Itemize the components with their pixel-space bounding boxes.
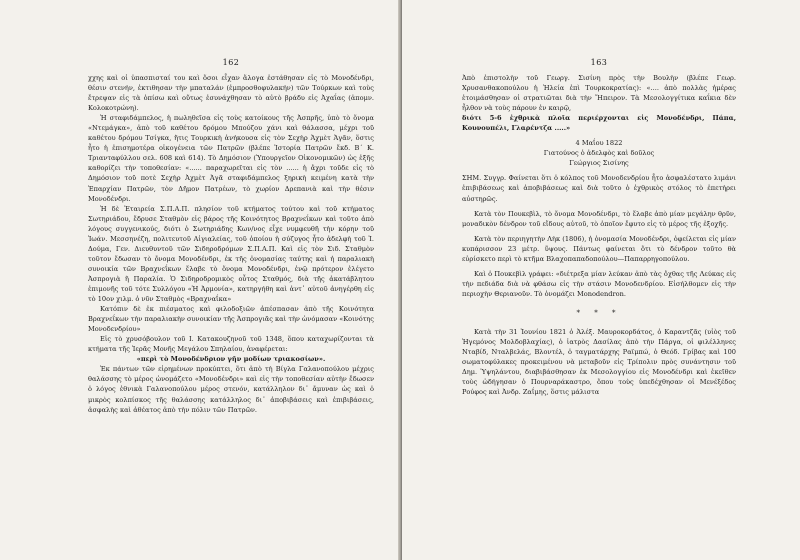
author-note: ΣΗΜ. Συγγρ. Φαίνεται ὅτι ὁ κόλπος τοῦ Μονοδενδρίου ἦτο ἀσφαλέστατο λιμάνι ἐπιβιβάσεως καὶ ἀποβιβάσεως καὶ διὰ τοῦτο ὁ ἐχθρικὸς στόλος τὸ ἐπετήρει αὐστηρῶς. — [462, 174, 736, 203]
paragraph: Ἡ δὲ Ἑταιρεία Σ.Π.Α.Π. πλησίον τοῦ κτήματος τούτου καὶ τοῦ κτήματος Σωτηριάδου, ἔδρυσε Σταθμὸν εἰς βάρος τῆς Κοινότητος Βραχνεΐκων καὶ τοῦτο ἀπὸ λόγους συγγενικούς, διότι ὁ Σωτηριάδης Κων/νος εἶχε νυμφευθῆ τὴν κόρην τοῦ Ἰωάν. Μεσσηνέζη, πολιτευτοῦ Αἰγιαλείας, τοῦ ὁποίου ἡ σύζυγος ἦτο ἀδελφὴ τοῦ Ἰ. Δούμα, Γεν. Διευθυντοῦ τῶν Σιδηροδρόμων Σ.Π.Α.Π. Καὶ εἰς τὸν Σιδ. Σταθμὸν τοῦτον ἔδωσαν τὸ ὄνομα Μονοδένδρι, ἐκ τῆς ὀνομασίας ταύτης καὶ ἡ παραλιακὴ συνοικία τῶν Βραχνεΐκων ἔλαβε τὸ ὄνομα Μονοδένδρι, ἐνῷ πρότερον ἐλέγετο Ἀσπρογιὰ ἢ Παραλία. Ὁ Σιδηροδρομικὸς οὗτος Σταθμός, διὰ τῆς ἀκατάβλητου ἐπιμονῆς τοῦ τότε Συλλόγου «Ἡ Ἀρμονία», κατηργήθη καὶ ἀντ᾽ αὐτοῦ ἀνηγέρθη εἰς τὸ 10ον χιλμ. ὁ νῦν Σταθμὸς «Βραχναΐκα» — [88, 204, 374, 304]
paragraph: Ἐκ πάντων τῶν εἰρημένων προκύπτει, ὅτι ἀπὸ τὴ Βίγλα Γαλανοπούλου μέχρις θαλάσσης τὸ μέρος ὠνομάζετο «Μονοδένδρι» καὶ εἰς τὴν τοποθεσίαν αὐτὴν ἔδωσεν ὁ λόγος ἐθνικὰ Γαλανοπούλου μέρος στενόν, κατάλληλον δι᾽ ἄμυναν ὡς καὶ ὁ μικρὸς κολπίσκος τῆς θαλάσσης κατάλληλος δι᾽ ἀποβιβάσεις καὶ ἐπιβιβάσεις, ἀσφαλὴς καὶ ἀθέατος ἀπὸ τὴν πόλιν τῶν Πατρῶν. — [88, 365, 374, 414]
paragraph: Κατὰ τὸν περιηγητὴν Λὴκ (1806), ἡ ὀνομασία Μονοδένδρι, ὀφείλεται εἰς μίαν κυπάρισσον 23 μέτρ. ὕψους. Πάντως φαίνεται ὅτι τὸ δένδρον τοῦτο θὰ εὑρίσκετο περὶ τὸ κτῆμα Βλαχοπαπαδοπούλου—Παπαρρηγοπούλου. — [462, 234, 736, 263]
paragraph: Κατὰ τὸν Πουκεβὶλ, τὸ ὄνομα Μονοδένδρι, τὸ ἔλαβε ἀπὸ μίαν μεγάλην θρῦν, μοναδικὸν δένδρον τοῦ εἴδους αὐτοῦ, τὸ ὁποῖον ἔφυτο εἰς τὸ μέρος τῆς ἐξοχῆς. — [462, 209, 736, 228]
paragraph: Εἰς τὸ χρυσόβουλον τοῦ Ι. Κατακουζηνοῦ τοῦ 1348, ὅπου καταχωρίζονται τὰ κτήματα τῆς Ἱερᾶς Μονῆς Μεγάλου Σπηλαίου, ἀναφέρεται: — [88, 335, 374, 354]
paragraph: Καὶ ὁ Πουκεβὶλ γράφει: «διέτρεξα μίαν λεύκαν ἀπὸ τὰς ὄχθας τῆς Λεύκας εἰς τὴν πεδιάδα διὰ νὰ φθάσω εἰς τὴν στάσιν Μονοδενδρίου. Εἰσήλθομεν εἰς τὴν περιοχὴν Θεριανοῦν. Τὸ ὀνομάζει Monodendron. — [462, 269, 736, 298]
letter-date: 4 Μαΐου 1822 — [575, 139, 623, 148]
paragraph: χχης καὶ οἱ ὑπασπισταί του καὶ ὅσοι εἶχαν ἄλογα ἐστάθησαν εἰς τὸ Μονοδένδρι, θέσιν στενήν, ἐκτιθησαν τὴν μπαταλάν (ἐμπροσθοφυλακήν) τῶν Τούρκων καὶ τοὺς ἔτρεψαν εἰς τὰ ὀπίσω καὶ οὕτως ἐσυνάχθησαν τὸ αὐτὸ βράδυ εἰς Ἀχαΐας (ἀπομν. Κολοκοτρώνη). — [88, 74, 374, 113]
page-number: 163 — [590, 58, 608, 67]
bold-quote: διότι 5-6 ἐχθρικὰ πλοῖα περιέρχονται εἰς Μονοδένδρι, Πάπα, Κουνουπέλι, Γλαρέντζα .....» — [462, 114, 736, 133]
paragraph: Κατόπιν δὲ ἐκ πιέσματος καὶ φιλοδοξιῶν ἀπέσπασαν ἀπὸ τῆς Κοινότητα Βραχνεΐκων τὴν παραλιακὴν συνοικίαν τῆς Ἀσπρογιᾶς καὶ τὴν ὠνόμασαν «Κοινότης Μονοδενδρίου» — [88, 305, 374, 334]
bold-quote: «περὶ τὸ Μονοδένδριον γῆν μοδίων τριακοσίων». — [136, 355, 326, 364]
paragraph: Ἡ σταφιδάμπελος, ἡ πωληθεῖσα εἰς τοὺς κατοίκους τῆς Ἀσπρῆς, ὑπὸ τὸ ὄνομα «Ντεμάγκα», ἀπὸ τοῦ καθέτου δρόμου Μπούζου χάνι καὶ θάλασσα, μέχρι τοῦ καθέτου δρόμου Τσίγκα, ἥτις Τουρκικὴ ἀνήκουσα εἰς τὸν Σεχὴρ Ἀχμὲτ Ἀγᾶν, ὅστις ἦτο ἡ ἐπισημοτέρα οἰκογένεια τῶν Πατρῶν (βλέπε Ἱστορία Πατρῶν ἔκδ. Β´ Κ. Τριανταφύλλου σελ. 608 καὶ 614). Τὸ Δημόσιον (Ὑπουργεῖον Οἰκονομικῶν) ὡς ἑξῆς καθορίζει τὴν τοποθεσίαν: «...... παραχωρεῖται εἰς τὸν ...... ἡ ἄχρι τοῦδε εἰς τὸ Δημόσιον τοῦ ποτὲ Σεχὴρ Ἀχμὲτ Ἀγᾶ σταφιδάμπελος ξηρικὴ κειμένη κατὰ τὴν Ἐπαρχίαν Πατρῶν, τὸν Δῆμον Πατρέων, τὸ χωρίον Δρεπανιὰ καὶ τὴν θέσιν Μονοδένδρι. — [88, 114, 374, 203]
letter-closing: Γιατούνος ὁ ἀδελφὸς καὶ δοῦλος — [543, 149, 655, 158]
letter-signature: Γεώργιος Σισίνης — [569, 159, 629, 168]
right-page — [402, 0, 800, 560]
page-number: 162 — [222, 58, 240, 67]
paragraph: Ἀπὸ ἐπιστολὴν τοῦ Γεωργ. Σισίνη πρὸς τὴν Βουλὴν (βλέπε Γεωρ. Χρυσανθακοπούλου ἡ Ἠλεία ἐπὶ Τουρκοκρατίας): «.... ἀπὸ πολλὰς ἡμέρας ἑτοιμάσθησαν οἱ στρατιῶται διὰ τὴν Ἤπειρον. Τὰ Μεσολογγίτικα καΐκια δὲν ἦλθον νὰ τοὺς πάρουν ἐν καιρῷ, — [462, 74, 736, 113]
paragraph: Κατὰ τὴν 31 Ἰουνίου 1821 ὁ Ἀλέξ. Μαυροκορδάτος, ὁ Καραντζᾶς (υἱὸς τοῦ Ἡγεμόνος Μολδοβλαχίας), ὁ ἰατρὸς Δασίλας ἀπὸ τὴν Πάργα, οἱ φιλέλληνες Νταβίδ, Νταλβελάς, Βλοντέλ, ὁ ταγματάρχης Ραϊμπώ, ὁ Θεόδ. Γρίβας καὶ 100 σωματοφύλακες προκειμένου νὰ μεταβοῦν εἰς Τρίπολιν πρὸς συνάντησιν τοῦ Δημ. Ὑψηλάντου, διαβιβάσθησαν ἐκ Μεσολογγίου εἰς Μονοδένδρι καὶ ἐκεῖθεν τοὺς ὡδήγησαν ὁ Πουρναράκαστρο, ὅπου τοὺς ὑπεδέχθησαν οἱ Μενέξέδος Ρούφος καὶ Ἀνδρ. Ζαΐμης, ὅστις μάλιστα — [462, 327, 736, 397]
section-separator: * * * — [576, 308, 622, 317]
